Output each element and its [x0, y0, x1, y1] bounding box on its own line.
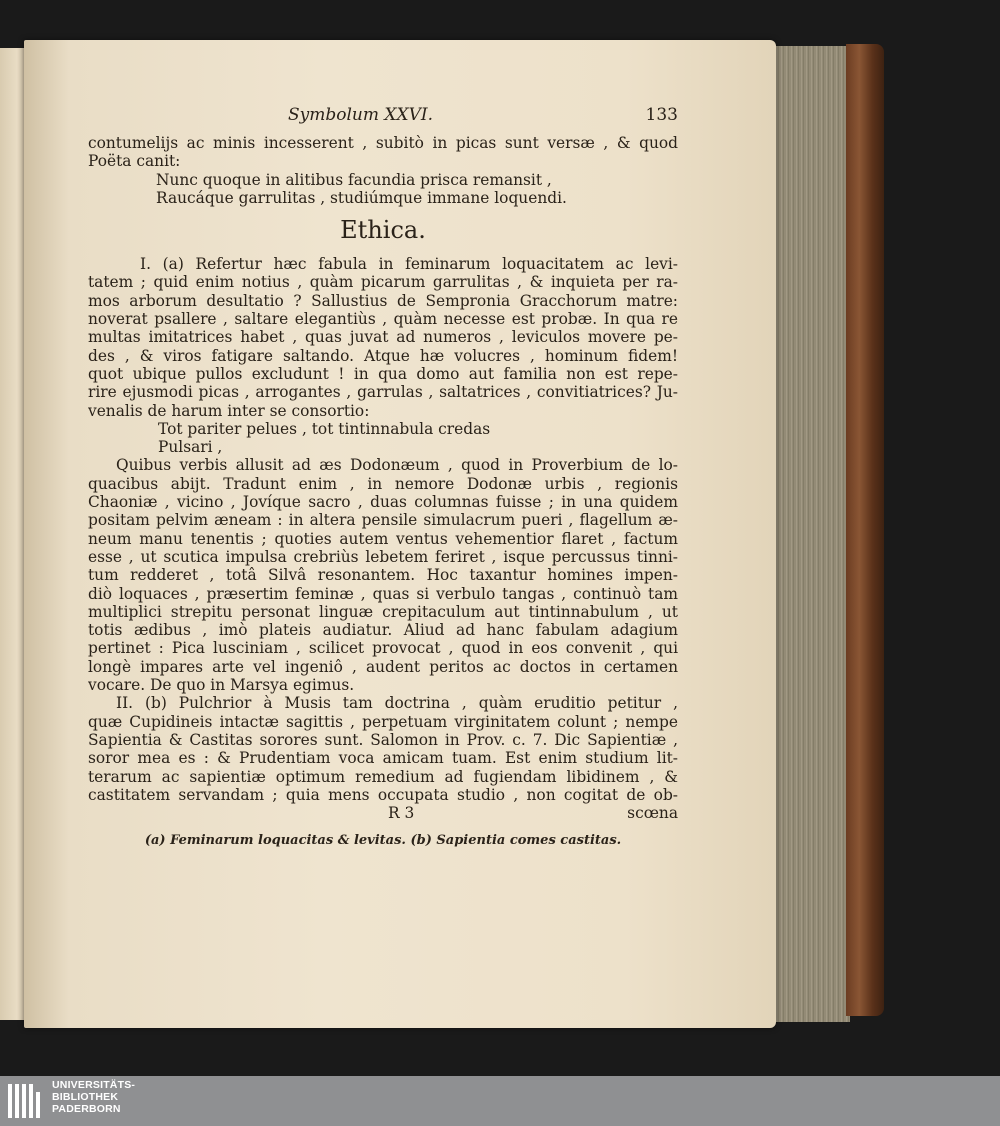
library-name-line: PADERBORN — [52, 1103, 121, 1115]
text-line: contumelijs ac minis incesserent , subitò in picas sunt versæ , & quod — [88, 134, 678, 152]
verse-quote-2 — [88, 420, 678, 457]
catchword: scœna — [627, 804, 678, 823]
text-line: esse , ut scutica impulsa crebriùs lebetem feriret , isque percussus tinni- — [88, 547, 678, 566]
text-line: terarum ac sapientiæ optimum remedium ad fugiendam libidinem , & — [88, 767, 678, 786]
text-line: des , & viros fatigare saltando. Atque hæ volucres , hominum fidem! — [88, 346, 678, 365]
text-line: rire ejusmodi picas , arrogantes , garrulas , saltatrices , convitiatrices? Ju- — [88, 383, 678, 402]
text-line: II. (b) Pulchrior à Musis tam doctrina , quàm eruditio petitur , — [116, 694, 678, 713]
text-line: multiplici strepitu personat linguæ crepitaculum aut tintinnabulum , ut — [88, 602, 678, 621]
verse-line: Raucáque garrulitas , studiúmque immane loquendi. — [156, 188, 567, 207]
text-line: Sapientia & Castitas sorores sunt. Salomon in Prov. c. 7. Dic Sapientiæ , — [88, 730, 678, 749]
marginal-notes: (a) Feminarum loquacitas & levitas. (b) Sapientia comes castitas. — [144, 833, 622, 849]
library-name-line: UNIVERSITÄTS- — [52, 1079, 136, 1091]
text-line: noverat psallere , saltare elegantiùs , quàm necesse est probæ. In qua re — [88, 310, 678, 329]
text-line: I. (a) Refertur hæc fabula in feminarum loquacitatem ac levi- — [140, 255, 678, 274]
text-line: multas imitatrices habet , quas juvat ad numeros , leviculos movere pe- — [88, 328, 678, 347]
intro-lines — [88, 134, 678, 171]
verse-line: Tot pariter pelues , tot tintinnabula credas — [158, 419, 491, 438]
text-line: positam pelvim æneam : in altera pensile simulacrum pueri , flagellum æ- — [88, 511, 678, 530]
paragraph-II — [88, 694, 678, 804]
paragraph-I — [88, 255, 678, 420]
verse-line: Nunc quoque in alitibus facundia prisca remansit , — [156, 170, 552, 189]
text-line: Chaoniæ , vicino , Jovíque sacro , duas columnas fuisse ; in una quidem — [88, 493, 678, 512]
paragraph-quibus — [88, 456, 678, 694]
text-line: quot ubique pullos excludunt ! in qua domo aut familia non est repe- — [88, 364, 678, 383]
verse-quote-1 — [88, 171, 678, 208]
section-title: Ethica. — [340, 216, 426, 245]
text-line: neum manu tenentis ; quoties autem ventus vehementior flaret , factum — [88, 529, 678, 548]
text-line: soror mea es : & Prudentiam voca amicam tuam. Est enim studium lit- — [88, 749, 678, 768]
page-header — [88, 106, 678, 130]
library-footer-bar — [0, 1076, 1000, 1126]
running-head: Symbolum XXVI. — [288, 105, 433, 125]
text-line: Poëta canit: — [88, 152, 181, 171]
text-line: mos arborum desultatio ? Sallustius de Sempronia Gracchorum matre: — [88, 291, 678, 310]
text-line: vocare. De quo in Marsya egimus. — [88, 676, 355, 695]
text-line: pertinet : Pica lusciniam , scilicet provocat , quod in eos convenit , qui — [88, 639, 678, 658]
text-line: totis ædibus , imò plateis audiatur. Aliud ad hanc fabulam adagium — [88, 621, 678, 640]
signature-mark: R 3 — [388, 804, 415, 823]
library-logo-icon — [8, 1084, 46, 1118]
text-line: tum redderet , totâ Silvâ resonantem. Hoc taxantur homines impen- — [88, 566, 678, 585]
text-line: castitatem servandam ; quia mens occupata studio , non cogitat de ob- — [88, 785, 678, 804]
library-name — [52, 1079, 135, 1115]
page-footer — [88, 804, 678, 824]
leather-cover-edge — [846, 44, 884, 1016]
library-name-line: BIBLIOTHEK — [52, 1091, 119, 1103]
text-block — [88, 106, 678, 850]
text-line: tatem ; quid enim notius , quàm picarum garrulitas , & inquieta per ra- — [88, 273, 678, 292]
text-line: longè impares arte vel ingeniô , audent peritos ac doctos in certamen — [88, 657, 678, 676]
verse-line: Pulsari , — [158, 438, 223, 457]
text-line: venalis de harum inter se consortio: — [88, 401, 370, 420]
text-line: quacibus abijt. Tradunt enim , in nemore Dodonæ urbis , regionis — [88, 474, 678, 493]
page-fore-edge — [768, 46, 850, 1022]
text-line: quæ Cupidineis intactæ sagittis , perpetuam virginitatem colunt ; nempe — [88, 712, 678, 731]
text-line: diò loquaces , præsertim feminæ , quas si verbulo tangas , continuò tam — [88, 584, 678, 603]
page-number: 133 — [645, 105, 678, 125]
text-line: Quibus verbis allusit ad æs Dodonæum , quod in Proverbium de lo- — [116, 456, 678, 475]
